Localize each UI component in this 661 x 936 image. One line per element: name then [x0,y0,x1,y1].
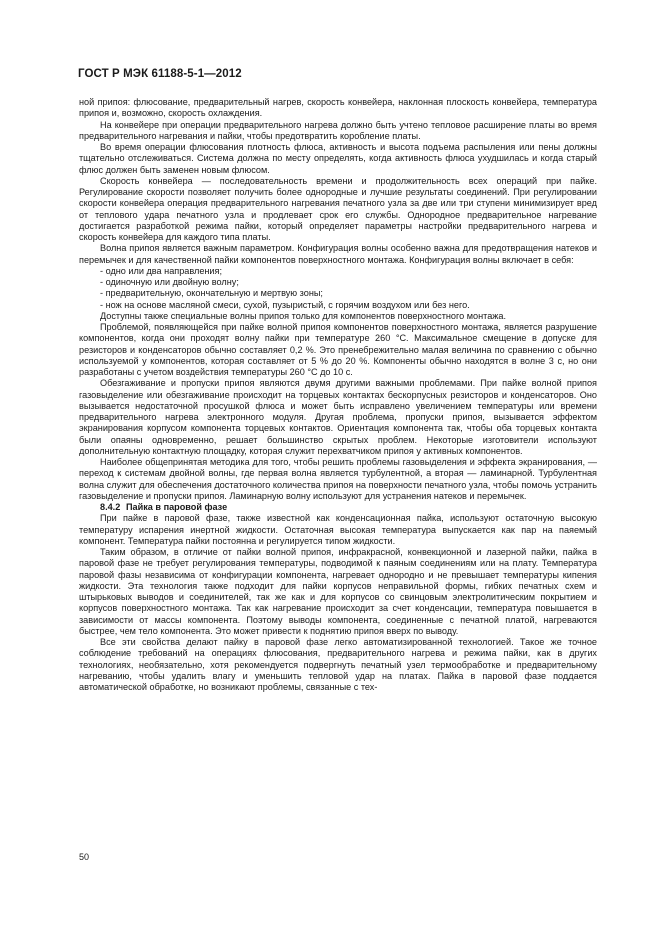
list-item: - предварительную, окончательную и мертвую зоны; [100,288,323,299]
list-item: - нож на основе масляной смеси, сухой, пузыристый, с горячим воздухом или без него. [100,299,470,310]
paragraph: На конвейере при операции предварительного нагрева должно быть учтено тепловое расширение платы во время предварительного нагревания и пайки, чтобы предотвратить коробление платы. [79,119,597,141]
paragraph: ной припоя: флюсование, предварительный нагрев, скорость конвейера, наклонная плоскость конвейера, температура припоя и, возможно, скорость охлаждения. [79,97,597,119]
paragraph: Во время операции флюсования плотность флюса, активность и высота подъема распыления или пены должны тщательно отслеживаться. Система должна по месту определять, когда активность флюса ухудшилась и когда старый флюс должен быть заменен новым флюсом. [79,142,597,175]
document-header: ГОСТ Р МЭК 61188-5-1—2012 [78,68,242,80]
section-title: Пайка в паровой фазе [126,502,228,512]
section-number: 8.4.2 [100,502,121,512]
document-body [79,97,597,693]
list-item: - одиночную или двойную волну; [100,277,239,287]
paragraph: Проблемой, появляющейся при пайке волной припоя компонентов поверхностного монтажа, является разрушение компонентов, когда они проходят волну пайки при температуре 260 °С. Максимальное смещение в допуске для резисторов и конденсаторов обычно составляет 0,2 %. Это пренебрежительно малая величина по сравнению с обычно используемой у компонентов, которая составляет от 5 % до 20 %. Компоненты обычно находятся в волне 3 с, но они разработаны с учетом воздействия температуры 260 °С до 10 с. [79,322,597,377]
paragraph: Волна припоя является важным параметром. Конфигурация волны особенно важна для предотвращения натеков и перемычек и для качественной пайки компонентов поверхностного монтажа. Конфигурация волны включает в себя: [79,243,597,265]
section-heading [79,502,597,513]
paragraph: Доступны также специальные волны припоя только для компонентов поверхностного монтажа. [100,310,506,321]
paragraph: Обезгаживание и пропуски припоя являются двумя другими важными проблемами. При пайке волной припоя газовыделение или обезгаживание происходит на торцевых контактах бескорпусных резисторов и конденсаторов. Оно вызывается недостаточной просушкой флюса и может быть исправлено увеличением температуры или времени предварительного нагрева электронного модуля. Другая проблема, пропуски припоя, вызывается эффектом экранирования корпусом компонента торцевых контактов. Ориентация компонента так, чтобы оба торцевых контакта были опаяны одновременно, решает большинство скрытых проблем. Некоторые изготовители используют дополнительную контактную площадку, которая служит перехватчиком припоя у активных компонентов. [79,378,597,456]
paragraph: Таким образом, в отличие от пайки волной припоя, инфракрасной, конвекционной и лазерной пайки, пайка в паровой фазе не требует регулирования температуры, подводимой к паяным соединениям или на плату. Температура паровой фазы независима от конфигурации компонента, нагревает однородно и не превышает температуры кипения жидкости. Эта технология также подходит для пайки корпусов неправильной формы, гибких печатных схем и штырьковых выводов и соединителей, так же как и для корпусов со свинцовым электролитическим покрытием и корпусов поверхностного монтажа. Так как нагревание происходит за счет конденсации, температура повышается в зависимости от массы компонента. Поэтому выводы компонента, соединенные с печатной платой, нагреваются быстрее, чем тело компонента. Это может привести к поднятию припоя вверх по выводу. [79,547,597,636]
paragraph: Наиболее общепринятая методика для того, чтобы решить проблемы газовыделения и эффекта экранирования, — переход к системам двойной волны, где первая волна является турбулентной, а вторая — ламинарной. Турбулентная волна служит для обеспечения достаточного количества припоя на поверхности печатного узла, чтобы помочь устранить газовыделение и пропуски припоя. Ламинарную волну используют для устранения натеков и перемычек. [79,457,597,501]
paragraph: При пайке в паровой фазе, также известной как конденсационная пайка, используют остаточную высокую температуру испарения инертной жидкости. Остаточная высокая температура выпускается как пар на паяемый компонент. Температура пайки постоянна и регулируется типом жидкости. [79,513,597,546]
paragraph: Скорость конвейера — последовательность времени и продолжительность всех операций при пайке. Регулирование скорости позволяет получить более однородные и лучшие результаты соединений. При регулировании скорости конвейера операция предварительного нагревания печатного узла за две или три ступени минимизирует вред от теплового удара печатного узла и продлевает срок его службы. Однородное предварительное нагревание достигается разработкой режима пайки, который определяет параметры настройки предварительного нагрева и скорость конвейера для каждого типа платы. [79,175,597,242]
paragraph: Все эти свойства делают пайку в паровой фазе легко автоматизированной технологией. Такое же точное соблюдение требований на операциях флюсования, предварительного нагрева и режима пайки, как в других технологиях, необязательно, хотя рекомендуется подвергнуть печатный узел термообработке и предварительному нагреванию, чтобы удалить влагу и уменьшить тепловой удар на платах. Пайка в паровой фазе поддается автоматической обработке, но возникают проблемы, связанные с тех- [79,637,597,692]
page-number: 50 [79,852,90,862]
list-item: - одно или два направления; [100,265,223,276]
